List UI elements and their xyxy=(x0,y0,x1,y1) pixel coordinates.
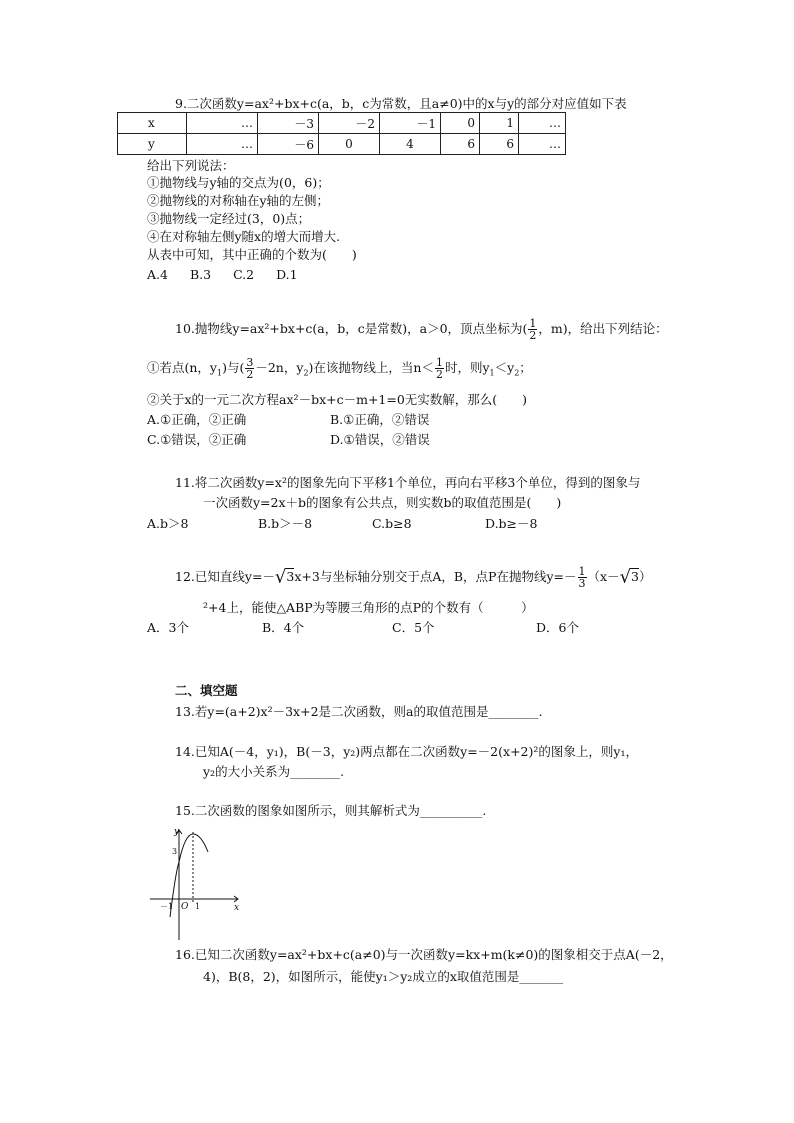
option-d: D.①错误，②错误 xyxy=(330,432,430,447)
table-cell: 6 xyxy=(441,134,480,155)
tick-label: 3 xyxy=(172,847,178,856)
fraction-denominator: 2 xyxy=(435,368,443,381)
table-cell: 0 xyxy=(441,113,480,134)
y-axis-label: y xyxy=(174,827,180,837)
table-row xyxy=(118,134,566,155)
q10-stem xyxy=(175,318,668,341)
table-cell: 0 xyxy=(319,134,380,155)
vertex-fraction xyxy=(528,318,537,341)
table-cell: … xyxy=(519,134,566,155)
q9-question: 从表中可知，其中正确的个数为( ) xyxy=(147,247,357,262)
sqrt-radicand: 3 xyxy=(631,569,639,584)
option-a: A.①正确，②正确 xyxy=(147,412,247,427)
option-a: A.4 xyxy=(147,267,168,282)
q9-intro: 给出下列说法： xyxy=(147,158,235,173)
fraction-denominator: 3 xyxy=(578,577,586,590)
q9-stem: 9.二次函数y=ax²+bx+c(a，b，c为常数，且a≠0)中的x与y的部分对应值如下表 xyxy=(175,96,627,111)
q9-value-table xyxy=(117,112,566,155)
q14-line1: 14.已知A(－4，y₁)，B(－3，y₂)两点都在二次函数y=－2(x+2)²的图象上，则y₁， xyxy=(175,744,638,759)
fraction-denominator: 2 xyxy=(529,329,537,342)
q11-line1: 11.将二次函数y=x²的图象先向下平移1个单位，再向右平移3个单位，得到的图象与 xyxy=(175,475,641,490)
q9-options xyxy=(147,267,298,283)
table-cell: … xyxy=(519,113,566,134)
fraction xyxy=(435,357,444,380)
option-c: C.b≥8 xyxy=(372,516,412,531)
q15-parabola-graph xyxy=(146,822,246,942)
fraction-denominator: 2 xyxy=(246,368,254,381)
table-cell: … xyxy=(187,134,258,155)
q9-statement: ②抛物线的对称轴在y轴的左侧； xyxy=(147,193,330,208)
sqrt-sign: √ xyxy=(619,566,632,588)
x-axis-label: x xyxy=(234,903,240,913)
fraction-numerator: 1 xyxy=(529,317,537,330)
origin-label: O xyxy=(181,902,189,912)
option-c: C.①错误，②正确 xyxy=(147,432,247,447)
table-cell: －2 xyxy=(319,113,380,134)
text: 12.已知直线y=－ xyxy=(175,569,275,584)
option-b: B.b＞－8 xyxy=(258,516,313,531)
q16-line1: 16.已知二次函数y=ax²+bx+c(a≠0)与一次函数y=kx+m(k≠0)的图象相交于点A(－2， xyxy=(175,947,673,962)
tick-label: 1 xyxy=(195,902,201,911)
table-cell: －6 xyxy=(258,134,319,155)
option-b: B.①正确，②错误 xyxy=(330,412,430,427)
table-cell: 1 xyxy=(480,113,519,134)
table-cell: 6 xyxy=(480,134,519,155)
text: （x－ xyxy=(587,569,620,584)
table-cell: y xyxy=(118,134,187,155)
sqrt-radicand: 3 xyxy=(286,569,295,584)
q11-line2: 一次函数y=2x＋b的图象有公共点，则实数b的取值范围是( ) xyxy=(203,495,562,510)
table-cell: 4 xyxy=(380,134,441,155)
q15: 15.二次函数的图象如图所示，则其解析式为__________. xyxy=(175,803,487,818)
fraction-numerator: 3 xyxy=(246,356,254,369)
q9-statement: ④在对称轴左侧y随x的增大而增大. xyxy=(147,229,341,244)
text: x+3与坐标轴分别交于点A，B，点P在抛物线y=－ xyxy=(294,569,577,584)
q14-line2: y₂的大小关系为________. xyxy=(203,764,345,779)
q9-statement: ③抛物线一定经过(3，0)点； xyxy=(147,211,311,226)
option-c: C.2 xyxy=(233,267,255,282)
sqrt-sign: √ xyxy=(274,566,287,588)
fraction xyxy=(578,566,587,589)
fraction-numerator: 1 xyxy=(578,565,586,578)
fraction xyxy=(245,357,254,380)
q9-statement: ①抛物线与y轴的交点为(0，6)； xyxy=(147,175,330,190)
table-cell: x xyxy=(118,113,187,134)
text: －2n，y xyxy=(255,360,304,375)
q10-stem-text: ，m)，给出下列结论： xyxy=(538,321,668,336)
option-b: B.3 xyxy=(189,267,212,282)
option-d: D.1 xyxy=(276,267,298,282)
option-c: C．5个 xyxy=(392,620,435,635)
tick-label: －1 xyxy=(160,902,174,911)
option-d: D.b≥－8 xyxy=(485,516,538,531)
table-cell: … xyxy=(187,113,258,134)
q13: 13.若y=(a+2)x²－3x+2是二次函数，则a的取值范围是________. xyxy=(175,704,543,719)
table-row xyxy=(118,113,566,134)
q16-line2: 4)，B(8，2)，如图所示，能使y₁＞y₂成立的x取值范围是_______ xyxy=(203,969,564,984)
text: ＜y xyxy=(494,360,515,375)
table-cell: －1 xyxy=(380,113,441,134)
section-heading: 二、填空题 xyxy=(175,683,238,698)
option-a: A．3个 xyxy=(147,620,189,635)
text: 时，则y xyxy=(444,360,490,375)
q10-stem-text: 10.抛物线y=ax²+bx+c(a，b，c是常数)，a＞0，顶点坐标为( xyxy=(175,321,528,336)
text: ； xyxy=(519,360,532,375)
text: ①若点(n，y xyxy=(147,360,217,375)
q10-conclusion-2: ②关于x的一元二次方程ax²－bx+c－m+1=0无实数解，那么( ) xyxy=(147,392,528,407)
text: )与( xyxy=(222,360,245,375)
option-a: A.b＞8 xyxy=(147,516,189,531)
option-d: D．6个 xyxy=(536,620,579,635)
text: ） xyxy=(639,569,652,584)
table-cell: －3 xyxy=(258,113,319,134)
q10-conclusion-1: ①若点(n，$y_1$)与( $\frac{3}{2}$ －2n，$y_2$)在该抛物线上，当n＜ $\frac{1}{2}$ 时，则$y_1<y_2$； xyxy=(147,356,532,381)
q12-line2: ²+4上，能使△ABP为等腰三角形的点P的个数有（ ） xyxy=(203,600,534,615)
text: )在该抛物线上，当n＜ xyxy=(308,360,434,375)
fraction-numerator: 1 xyxy=(435,356,443,369)
option-b: B．4个 xyxy=(262,620,305,635)
q12-line1 xyxy=(175,566,652,589)
